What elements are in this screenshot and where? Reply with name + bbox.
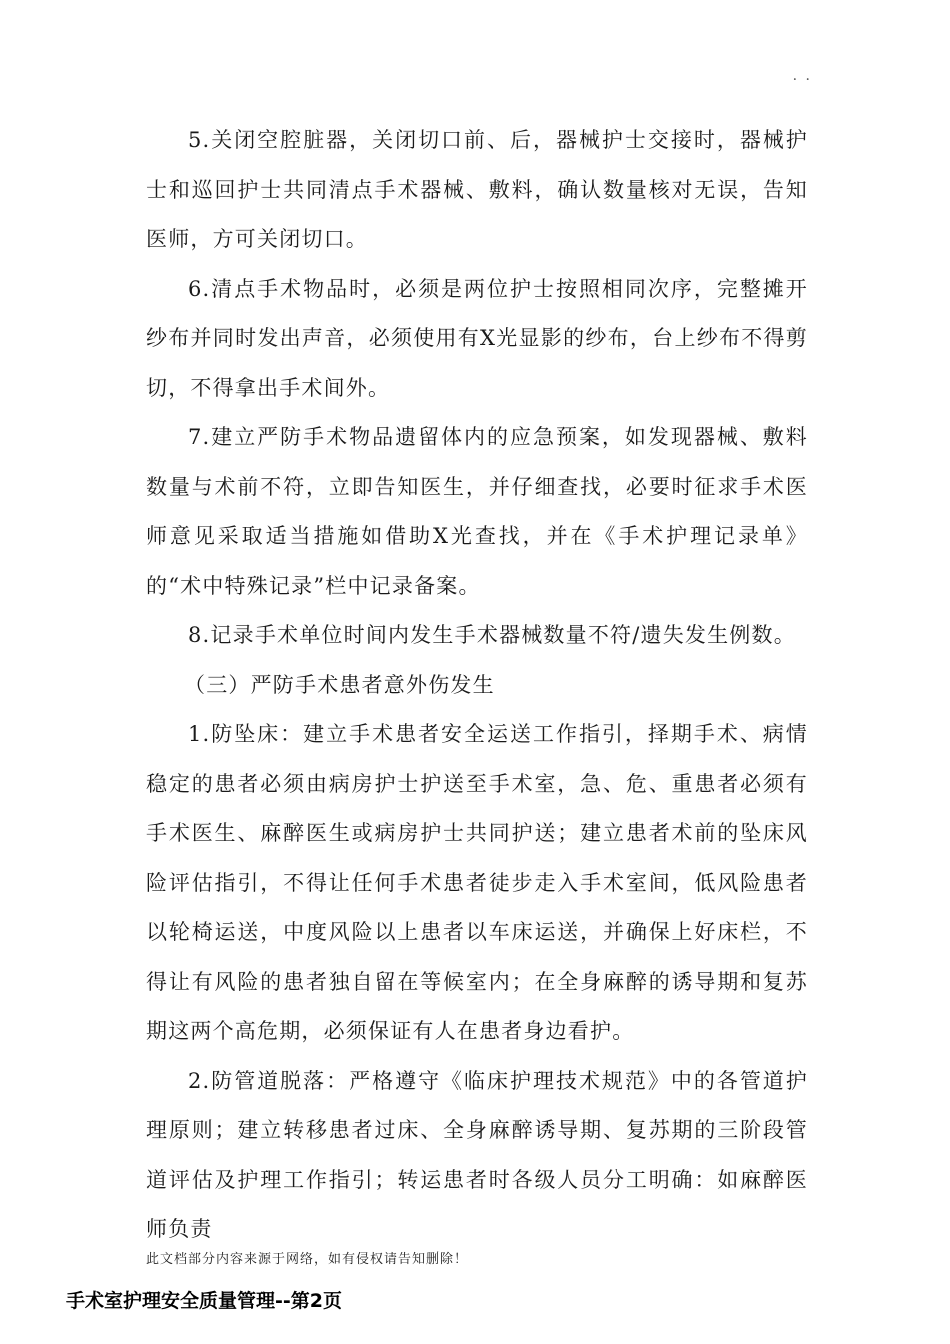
paragraph-tube-prevention: 2.防管道脱落：严格遵守《临床护理技术规范》中的各管道护理原则；建立转移患者过床、全身麻醉诱导期、复苏期的三阶段管道评估及护理工作指引；转运患者时各级人员分工明确：如麻醉医师负责 [146, 1068, 808, 1241]
paragraph-fall-prevention: 1.防坠床：建立手术患者安全运送工作指引，择期手术、病情稳定的患者必须由病房护士护送至手术室，急、危、重患者必须有手术医生、麻醉医生或病房护士共同护送；建立患者术前的坠床风险评估指引，不得让任何手术患者徒步走入手术室间，低风险患者以轮椅运送，中度风险以上患者以车床运送，并确保上好床栏，不得让有风险的患者独自留在等候室内；在全身麻醉的诱导期和复苏期这两个高危期，必须保证有人在患者身边看护。 [146, 722, 808, 1043]
paragraph-7: 7.建立严防手术物品遗留体内的应急预案，如发现器械、敷料数量与术前不符，立即告知医生，并仔细查找，必要时征求手术医师意见采取适当措施如借助X光查找，并在《手术护理记录单》的“术中特殊记录”栏中记录备案。 [146, 425, 808, 598]
disclaimer-text: 此文档部分内容来源于网络，如有侵权请告知删除！ [146, 1252, 469, 1267]
footer-title: 手术室护理安全质量管理--第2页 [66, 1290, 342, 1312]
paragraph-8: 8.记录手术单位时间内发生手术器械数量不符/遗失发生例数。 [188, 623, 796, 647]
paragraph-6: 6.清点手术物品时，必须是两位护士按照相同次序，完整摊开纱布并同时发出声音，必须使用有X光显影的纱布，台上纱布不得剪切，不得拿出手术间外。 [146, 276, 808, 400]
corner-mark: · · [792, 72, 812, 88]
paragraph-5: 5.关闭空腔脏器，关闭切口前、后，器械护士交接时，器械护士和巡回护士共同清点手术器械、敷料，确认数量核对无误，告知医师，方可关闭切口。 [146, 128, 808, 251]
section-heading: （三）严防手术患者意外伤发生 [184, 672, 495, 697]
document-body [146, 116, 808, 1255]
